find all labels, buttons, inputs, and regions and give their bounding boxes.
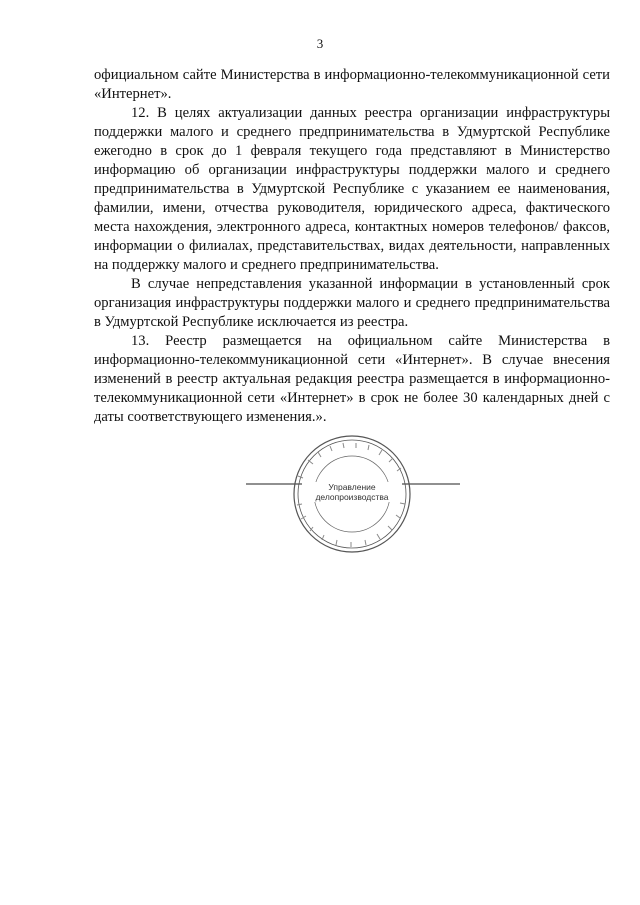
stamp-label-line1: Управление bbox=[302, 482, 402, 492]
paragraph-continuation: официальном сайте Министерства в информационно-телекоммуникационной сети «Интернет». bbox=[94, 67, 610, 102]
official-stamp bbox=[246, 434, 460, 568]
page-number: 3 bbox=[316, 36, 324, 51]
paragraph-exclusion: В случае непредставления указанной информации в установленный срок организация инфраструктуры поддержки малого и среднего предпринимательства в Удмуртской Республике исключается из реестра. bbox=[94, 276, 610, 330]
paragraph-item-13: 13. Реестр размещается на официальном сайте Министерства в информационно-телекоммуникационной сети «Интернет». В случае внесения изменений в реестр актуальная редакция реестра размещается в информационно-телекоммуникационной сети «Интернет» в срок не более 30 календарных дней с даты соответствующего изменения.». bbox=[94, 333, 610, 425]
document-body bbox=[94, 66, 610, 427]
stamp-label-line2: делопроизводства bbox=[302, 492, 402, 502]
paragraph-item-12: 12. В целях актуализации данных реестра организации инфраструктуры поддержки малого и среднего предпринимательства в Удмуртской Республике ежегодно в срок до 1 февраля текущего года представляют в Министерство информацию об организации инфраструктуры поддержки малого и среднего предпринимательства в Удмуртской Республике с указанием ее наименования, фамилии, имени, отчества руководителя, юридического адреса, фактического места нахождения, электронного адреса, контактных номеров телефонов/ факсов, информации о филиалах, представительствах, видах деятельности, направленных на поддержку малого и среднего предпринимательства. bbox=[94, 105, 610, 273]
